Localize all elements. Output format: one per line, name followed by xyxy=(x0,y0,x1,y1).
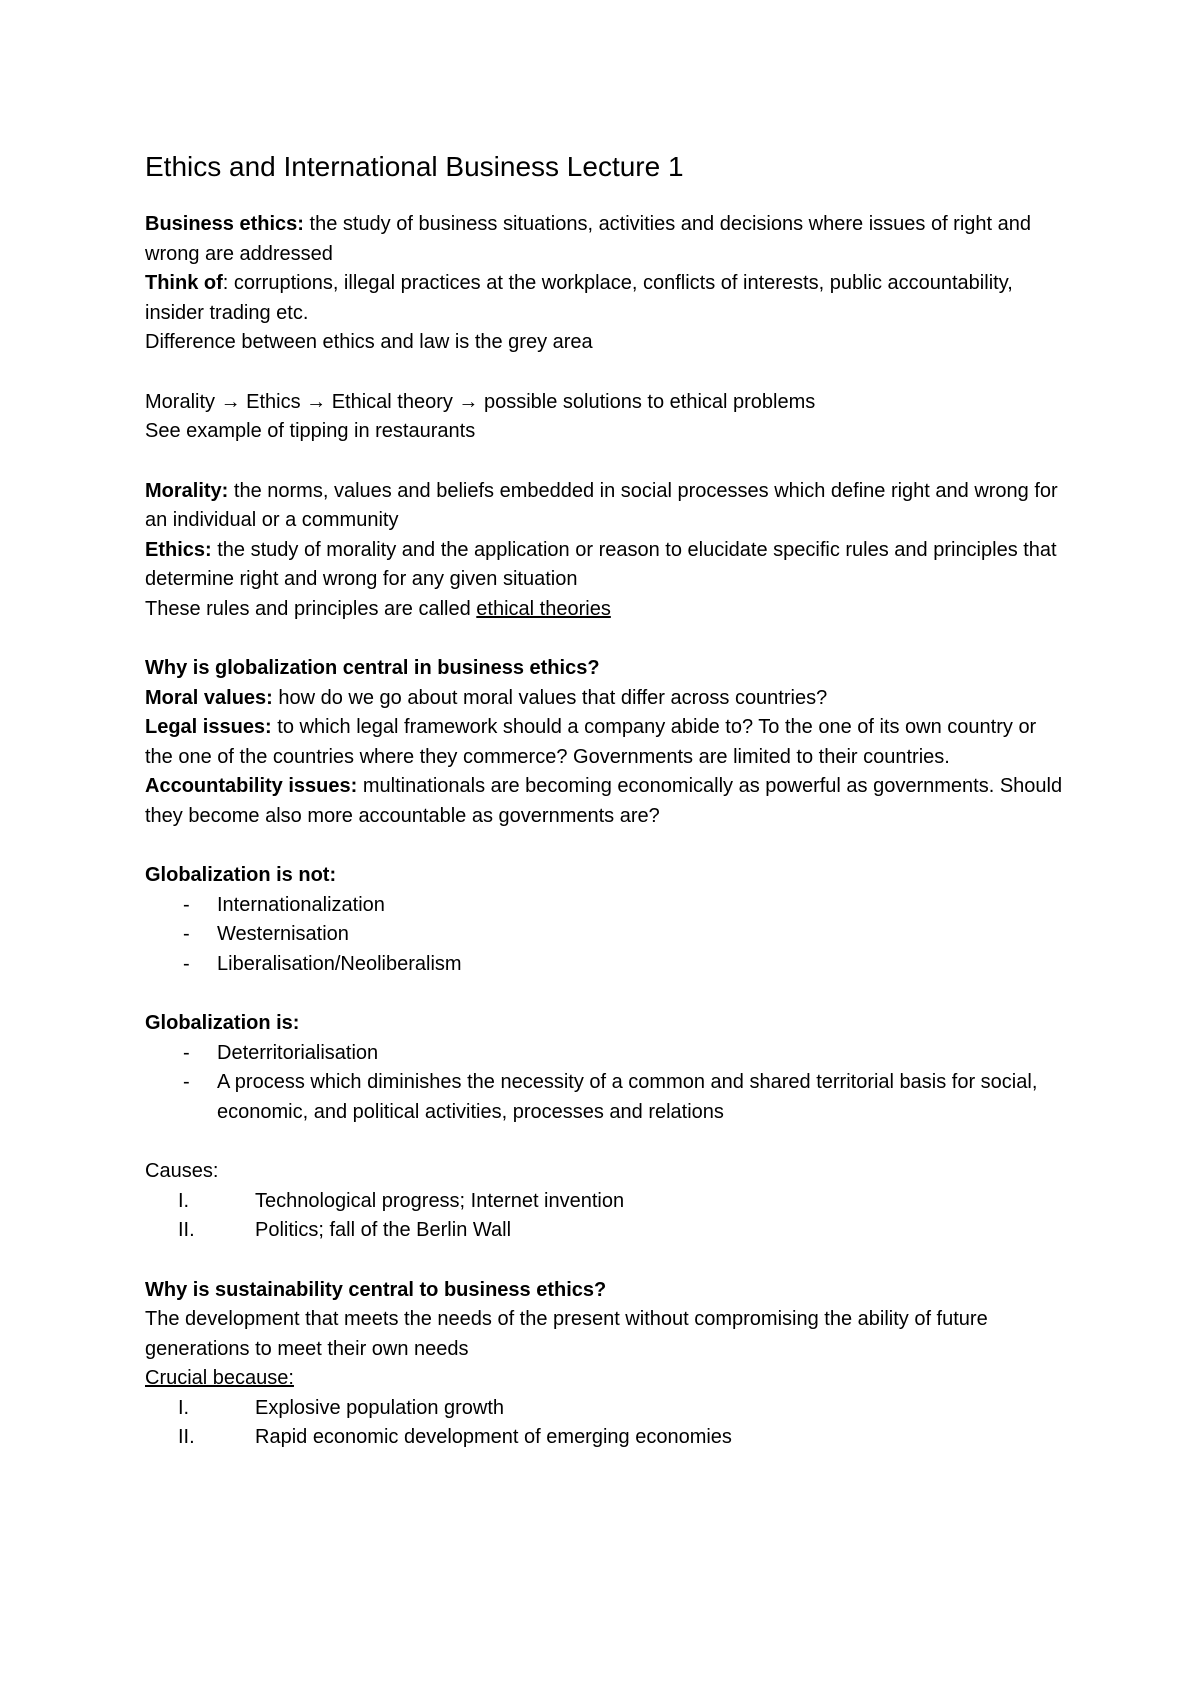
legal-issues-term: Legal issues: xyxy=(145,716,272,738)
sustainability-heading xyxy=(145,1276,1065,1306)
tipping-example-line: See example of tipping in restaurants xyxy=(145,420,476,442)
legal-issues-text: to which legal framework should a company abide to? To the one of its own country or the one of the countries where they commerce? Governments are limited to their countries. xyxy=(145,716,1037,768)
globalization-central-heading xyxy=(145,654,1065,684)
list-item xyxy=(145,920,1065,950)
legal-issues-line xyxy=(145,713,1065,772)
crucial-because-line xyxy=(145,1364,1065,1394)
dash-marker: - xyxy=(183,952,190,975)
roman-marker: I. xyxy=(178,1189,190,1212)
globalization-is-heading-text: Globalization is: xyxy=(145,1012,300,1034)
globalization-is-heading xyxy=(145,1009,1065,1039)
morality-chain-line: Morality → Ethics → Ethical theory → possible solutions to ethical problems xyxy=(145,390,816,413)
ethics-definition xyxy=(145,536,1065,595)
sustainability-definition: The development that meets the needs of the present without compromising the ability of future generations to meet their own needs xyxy=(145,1308,988,1360)
accountability-line xyxy=(145,772,1065,831)
rules-line xyxy=(145,595,1065,625)
sustainability-heading-text: Why is sustainability central to business ethics? xyxy=(145,1278,607,1301)
list-item xyxy=(145,950,1065,980)
ethical-theories-underlined: ethical theories xyxy=(476,597,611,620)
business-ethics-term: Business ethics: xyxy=(145,213,304,235)
globalization-not-list xyxy=(145,891,1065,980)
list-item-text: Internationalization xyxy=(217,893,385,916)
dash-marker: - xyxy=(183,1071,190,1093)
page-title: Ethics and International Business Lecture 1 xyxy=(145,151,684,182)
crucial-list xyxy=(145,1394,1065,1453)
business-ethics-definition xyxy=(145,210,1065,269)
morality-text: the norms, values and beliefs embedded in social processes which define right and wrong for an individual or a community xyxy=(145,479,1058,531)
business-ethics-text: the study of business situations, activities and decisions where issues of right and wrong are addressed xyxy=(145,213,1032,265)
ethics-term: Ethics: xyxy=(145,538,212,561)
morality-definition xyxy=(145,477,1065,536)
roman-marker: II. xyxy=(178,1426,195,1448)
globalization-not-heading-text: Globalization is not: xyxy=(145,864,337,886)
globalization-central-heading-text: Why is globalization central in business ethics? xyxy=(145,657,600,679)
list-item-text: Deterritorialisation xyxy=(217,1041,379,1064)
list-item-text: A process which diminishes the necessity of a common and shared territorial basis for social, economic, and political activities, processes and relations xyxy=(217,1071,1038,1123)
morality-term: Morality: xyxy=(145,479,229,502)
list-item xyxy=(145,1216,1065,1246)
list-item-text: Rapid economic development of emerging economies xyxy=(255,1426,732,1448)
difference-line: Difference between ethics and law is the grey area xyxy=(145,331,593,353)
rules-prefix: These rules and principles are called xyxy=(145,597,477,620)
list-item-text: Technological progress; Internet invention xyxy=(255,1189,625,1212)
accountability-text: multinationals are becoming economically as powerful as governments. Should they become also more accountable as governments are? xyxy=(145,775,1063,827)
crucial-because-underlined: Crucial because: xyxy=(145,1367,294,1389)
accountability-term: Accountability issues: xyxy=(145,775,358,797)
list-item-text: Liberalisation/Neoliberalism xyxy=(217,952,462,975)
causes-heading: Causes: xyxy=(145,1160,219,1182)
dash-marker: - xyxy=(183,1041,190,1064)
moral-values-line xyxy=(145,684,1065,714)
moral-values-text: how do we go about moral values that differ across countries? xyxy=(272,686,828,709)
think-of-term: Think of xyxy=(145,272,223,294)
dash-marker: - xyxy=(183,923,190,945)
list-item xyxy=(145,891,1065,921)
roman-marker: I. xyxy=(178,1396,190,1419)
dash-marker: - xyxy=(183,893,190,916)
list-item xyxy=(145,1394,1065,1424)
think-of-text: : corruptions, illegal practices at the workplace, conflicts of interests, public accountability, insider trading etc. xyxy=(145,272,1013,324)
list-item-text: Westernisation xyxy=(217,923,349,945)
document-page xyxy=(145,150,1065,1453)
list-item xyxy=(145,1068,1065,1127)
roman-marker: II. xyxy=(178,1219,195,1241)
globalization-is-list xyxy=(145,1039,1065,1128)
list-item xyxy=(145,1423,1065,1453)
moral-values-term: Moral values: xyxy=(145,686,273,709)
causes-list xyxy=(145,1187,1065,1246)
list-item xyxy=(145,1187,1065,1217)
globalization-not-heading xyxy=(145,861,1065,891)
list-item xyxy=(145,1039,1065,1069)
think-of-line xyxy=(145,269,1065,328)
ethics-text: the study of morality and the application or reason to elucidate specific rules and principles that determine right and wrong for any given situation xyxy=(145,538,1057,590)
list-item-text: Explosive population growth xyxy=(255,1396,505,1419)
list-item-text: Politics; fall of the Berlin Wall xyxy=(255,1219,512,1241)
